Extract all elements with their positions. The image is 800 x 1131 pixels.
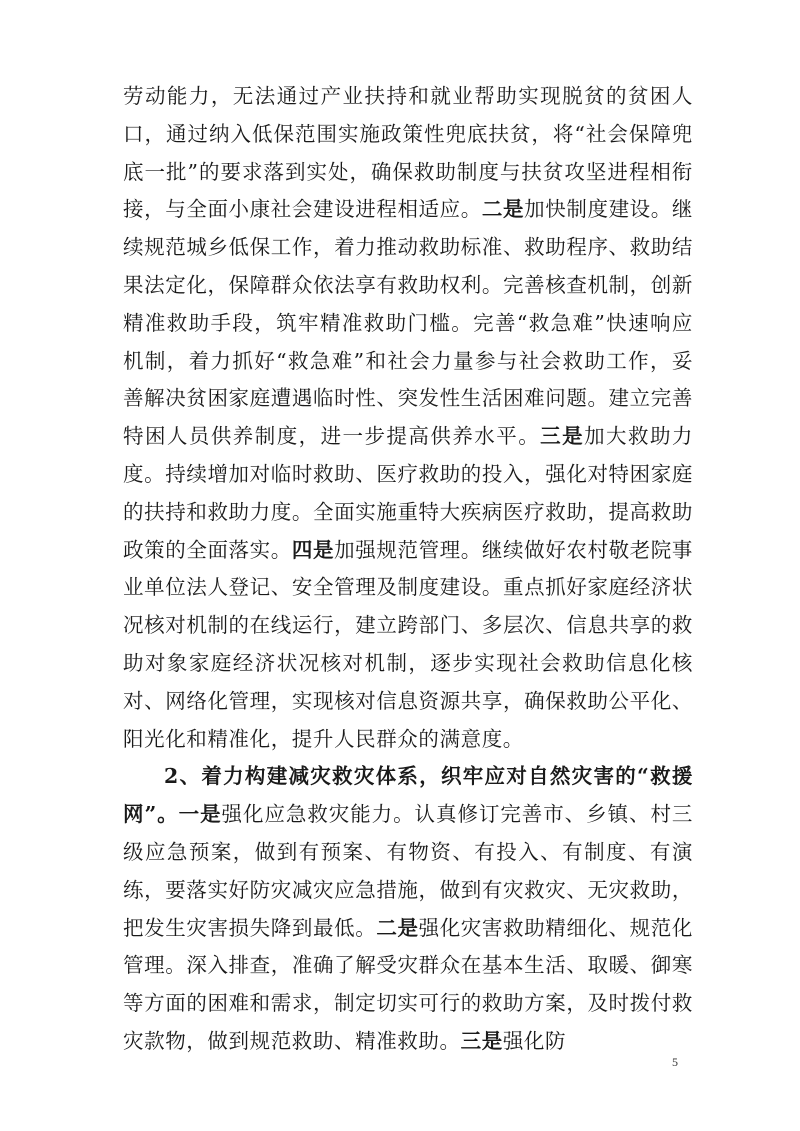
- sentence: 加快制度建设。继续规范城乡低保工作，着力推动救助标准、救助程序、救助结果法定化，保障群众依法享有救助权利。完善核查机制，创新精准救助手段，筑牢精准救助门槛。完善“救急难”快速响应机制，着力抓好“救急难”和社会力量参与社会救助工作，妥善解决贫困家庭遭遇临时性、突发性生活困难问题。建立完善特困人员供养制度，进一步提高供养水平。: [123, 197, 694, 449]
- sentence: 强化防: [502, 1028, 567, 1053]
- sentence: 加强规范管理。继续做好农村敬老院事业单位法人登记、安全管理及制度建设。重点抓好家庭经济状况核对机制的在线运行，建立跨部门、多层次、信息共享的救助对象家庭经济状况核对机制，逐步实现社会救助信息化核对、网络化管理，实现核对信息资源共享，确保救助公平化、阳光化和精准化，提升人民群众的满意度。: [123, 537, 693, 751]
- paragraph-social-assistance: [123, 78, 693, 758]
- enumeration-marker: 四是: [291, 537, 335, 562]
- enumeration-marker: 三是: [540, 424, 585, 449]
- section-heading: 2、着力构建减灾救灾体系，织牢应对自然灾害的“救援网”。: [123, 764, 693, 827]
- paragraph-disaster-relief: [123, 758, 693, 1060]
- enumeration-marker: 三是: [460, 1028, 503, 1053]
- sentence: 劳动能力，无法通过产业扶持和就业帮助实现脱贫的贫困人口，通过纳入低保范围实施政策性兜底扶贫，将“社会保障兜底一批”的要求落到实处，确保救助制度与扶贫攻坚进程相衔接，与全面小康社会建设进程相适应。: [123, 84, 693, 222]
- body-text: [123, 78, 693, 1061]
- enumeration-marker: 二是: [376, 915, 419, 940]
- enumeration-marker: 二是: [481, 197, 525, 222]
- page-number: 5: [672, 1055, 678, 1069]
- sentence: 强化应急救灾能力。认真修订完善市、乡镇、村三级应急预案，做到有预案、有物资、有投入、有制度、有演练，要落实好防灾减灾应急措施，做到有灾救灾、无灾救助，把发生灾害损失降到最低。: [123, 802, 694, 940]
- sentence: 强化灾害救助精细化、规范化管理。深入排查，准确了解受灾群众在基本生活、取暖、御寒等方面的困难和需求，制定切实可行的救助方案，及时拨付救灾款物，做到规范救助、精准救助。: [123, 915, 694, 1053]
- enumeration-marker: 一是: [178, 802, 222, 827]
- sentence: 加大救助力度。持续增加对临时救助、医疗救助的投入，强化对特困家庭的扶持和救助力度。全面实施重特大疾病医疗救助，提高救助政策的全面落实。: [123, 424, 694, 562]
